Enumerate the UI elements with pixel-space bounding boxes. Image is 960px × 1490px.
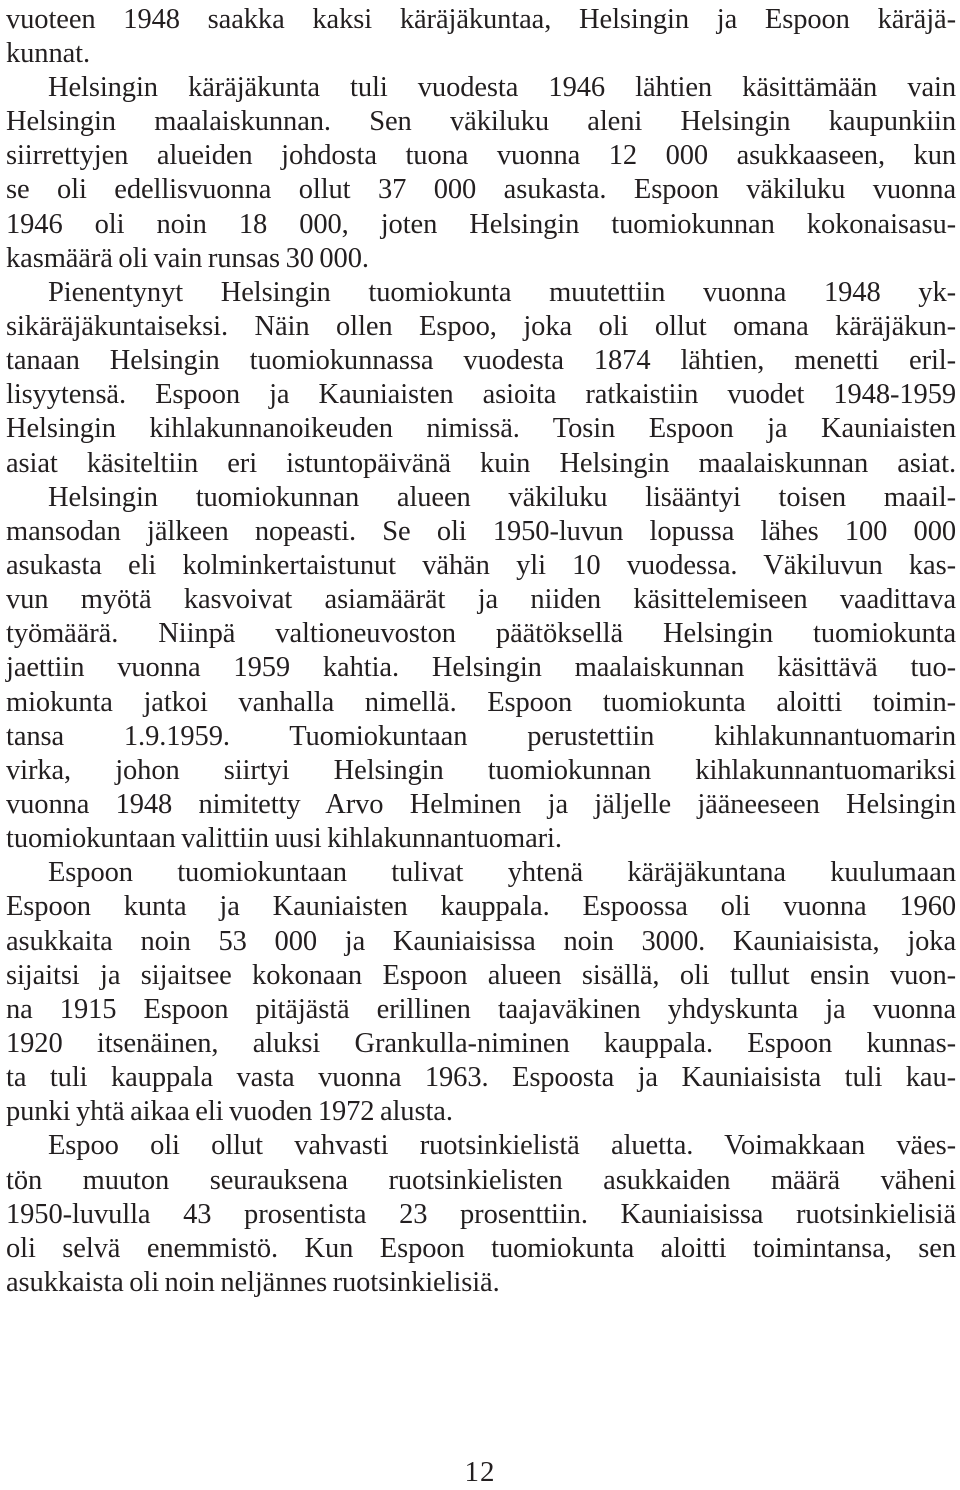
text-line: siirrettyjen alueiden johdosta tuona vuonna 12 000 asukkaaseen, kun [6,140,956,171]
text-line: Helsingin maalaiskunnan. Sen väkiluku aleni Helsingin kaupunkiin [6,106,956,137]
text-line: virka, johon siirtyi Helsingin tuomiokunnan kihlakunnantuomariksi [6,755,956,786]
text-line: Helsingin kihlakunnanoikeuden nimissä. Tosin Espoon ja Kauniaisten [6,413,956,444]
text-line: lisyytensä. Espoon ja Kauniaisten asioita ratkaistiin vuodet 1948-1959 [6,379,956,410]
text-line: asukkaista oli noin neljännes ruotsinkielisiä. [6,1267,500,1298]
text-line: 1946 oli noin 18 000, joten Helsingin tuomiokunnan kokonaisasu- [6,209,956,240]
text-line: työmäärä. Niinpä valtioneuvoston päätöksellä Helsingin tuomiokunta [6,618,956,649]
text-line: miokunta jatkoi vanhalla nimellä. Espoon tuomiokunta aloitti toimin- [6,687,956,718]
page-number: 12 [464,1456,496,1488]
text-line: Espoon kunta ja Kauniaisten kauppala. Espoossa oli vuonna 1960 [6,891,956,922]
text-line: na 1915 Espoon pitäjästä erillinen taajaväkinen yhdyskunta ja vuonna [6,994,956,1025]
text-line: sikäräjäkuntaiseksi. Näin ollen Espoo, joka oli ollut omana käräjäkun- [6,311,956,342]
text-line: 1950-luvulla 43 prosentista 23 prosenttiin. Kauniaisissa ruotsinkielisiä [6,1199,956,1230]
text-line: punki yhtä aikaa eli vuoden 1972 alusta. [6,1096,453,1127]
text-line: kunnat. [6,38,90,69]
text-line: se oli edellisvuonna ollut 37 000 asukasta. Espoon väkiluku vuonna [6,174,956,205]
text-line: tansa 1.9.1959. Tuomiokuntaan perustettiin kihlakunnantuomarin [6,721,956,752]
text-line: vuoteen 1948 saakka kaksi käräjäkuntaa, Helsingin ja Espoon käräjä- [6,4,956,35]
text-line: asukasta eli kolminkertaistunut vähän yli 10 vuodessa. Väkiluvun kas- [6,550,956,581]
text-line: mansodan jälkeen nopeasti. Se oli 1950-luvun lopussa lähes 100 000 [6,516,956,547]
text-line: Espoon tuomiokuntaan tulivat yhtenä käräjäkuntana kuulumaan [48,857,956,888]
text-line: jaettiin vuonna 1959 kahtia. Helsingin maalaiskunnan käsittävä tuo- [6,652,956,683]
text-line: tön muuton seurauksena ruotsinkielisten asukkaiden määrä väheni [6,1165,956,1196]
text-line: oli selvä enemmistö. Kun Espoon tuomiokunta aloitti toimintansa, sen [6,1233,956,1264]
text-line: kasmäärä oli vain runsas 30 000. [6,243,369,274]
text-line: Helsingin käräjäkunta tuli vuodesta 1946 lähtien käsittämään vain [48,72,956,103]
text-line: 1920 itsenäinen, aluksi Grankulla-niminen kauppala. Espoon kunnas- [6,1028,956,1059]
text-line: ta tuli kauppala vasta vuonna 1963. Espoosta ja Kauniaisista tuli kau- [6,1062,956,1093]
text-line: vun myötä kasvoivat asiamäärät ja niiden käsittelemiseen vaadittava [6,584,956,615]
text-line: vuonna 1948 nimitetty Arvo Helminen ja jäljelle jääneeseen Helsingin [6,789,956,820]
text-line: Espoo oli ollut vahvasti ruotsinkielistä aluetta. Voimakkaan väes- [48,1130,956,1161]
text-line: Helsingin tuomiokunnan alueen väkiluku lisääntyi toisen maail- [48,482,956,513]
text-line: tuomiokuntaan valittiin uusi kihlakunnantuomari. [6,823,562,854]
text-line: Pienentynyt Helsingin tuomiokunta muutettiin vuonna 1948 yk- [48,277,956,308]
text-line: tanaan Helsingin tuomiokunnassa vuodesta 1874 lähtien, menetti eril- [6,345,956,376]
text-line: asiat käsiteltiin eri istuntopäivänä kuin Helsingin maalaiskunnan asiat. [6,448,956,479]
text-line: asukkaita noin 53 000 ja Kauniaisissa noin 3000. Kauniaisista, joka [6,926,956,957]
text-line: sijaitsi ja sijaitsee kokonaan Espoon alueen sisällä, oli tullut ensin vuon- [6,960,956,991]
